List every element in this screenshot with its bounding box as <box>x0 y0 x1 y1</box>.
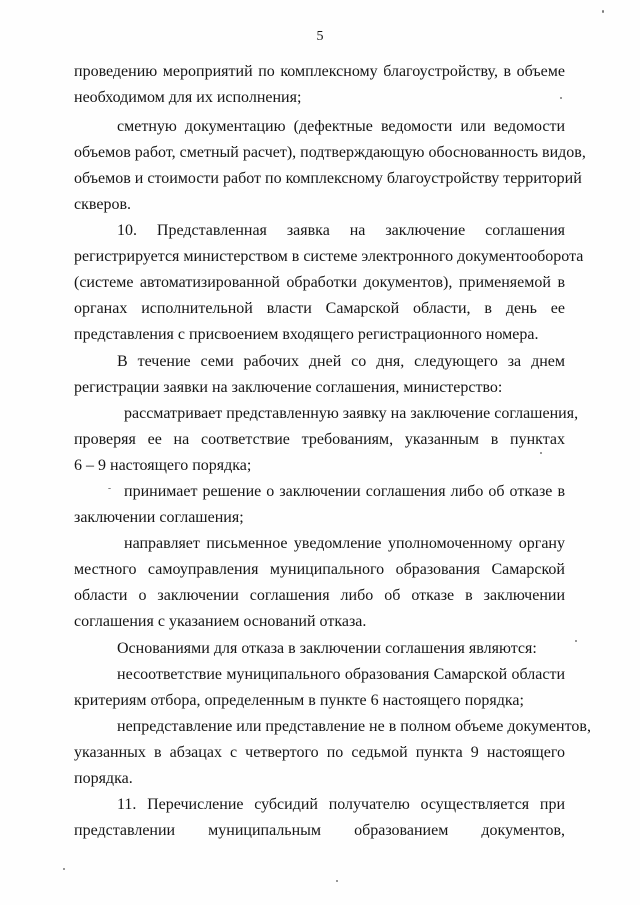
text-line: органах исполнительной власти Самарской области, в день ее <box>74 300 565 317</box>
text-line: указанных в абзацах с четвертого по седьмой пункта 9 настоящего <box>74 744 565 761</box>
text-line: скверов. <box>74 196 131 213</box>
text-line: заключении соглашения; <box>74 509 244 526</box>
text-line: 10. Представленная заявка на заключение соглашения <box>117 222 565 239</box>
page-number: 5 <box>316 29 324 44</box>
scan-speck <box>575 640 577 642</box>
text-line: несоответствие муниципального образования Самарской области <box>117 666 565 683</box>
text-line: области о заключении соглашения либо об отказе в заключении <box>74 587 565 604</box>
text-line: критериям отбора, определенным в пункте 6 настоящего порядка; <box>74 692 524 709</box>
text-line: принимает решение о заключении соглашения либо об отказе в <box>124 483 565 500</box>
scan-speck <box>108 488 111 489</box>
text-line: соглашения с указанием оснований отказа. <box>74 613 367 630</box>
text-line: 11. Перечисление субсидий получателю осуществляется при <box>117 796 565 813</box>
scan-speck <box>540 452 542 454</box>
text-line: сметную документацию (дефектные ведомости или ведомости <box>117 118 565 135</box>
text-line: объемов работ, сметный расчет), подтверждающую обоснованность видов, <box>74 144 586 161</box>
text-line: регистрируется министерством в системе электронного документооборота <box>74 248 584 265</box>
text-line: (системе автоматизированной обработки документов), применяемой в <box>74 274 565 291</box>
text-line: регистрации заявки на заключение соглашения, министерство: <box>74 379 503 396</box>
text-line: непредставление или представление не в полном объеме документов, <box>117 718 591 735</box>
text-line: Основаниями для отказа в заключении соглашения являются: <box>117 640 537 657</box>
scan-speck <box>602 10 604 13</box>
text-line: проверяя ее на соответствие требованиям, указанным в пунктах <box>74 431 565 448</box>
text-line: объемов и стоимости работ по комплексному благоустройству территорий <box>74 170 582 187</box>
scan-speck <box>63 868 65 870</box>
scan-speck <box>560 97 562 99</box>
text-line: местного самоуправления муниципального образования Самарской <box>74 561 565 578</box>
text-line: В течение семи рабочих дней со дня, следующего за днем <box>117 353 565 370</box>
text-line: порядка. <box>74 770 133 787</box>
text-line: представления с присвоением входящего регистрационного номера. <box>74 326 539 343</box>
text-line: представлении муниципальным образованием документов, <box>74 822 565 839</box>
scan-speck <box>336 880 338 882</box>
text-line: рассматривает представленную заявку на заключение соглашения, <box>124 405 579 422</box>
text-line: 6 – 9 настоящего порядка; <box>74 457 252 474</box>
text-line: проведению мероприятий по комплексному благоустройству, в объеме <box>74 63 565 80</box>
text-line: направляет письменное уведомление уполномоченному органу <box>124 535 565 552</box>
text-line: необходимом для их исполнения; <box>74 89 302 106</box>
